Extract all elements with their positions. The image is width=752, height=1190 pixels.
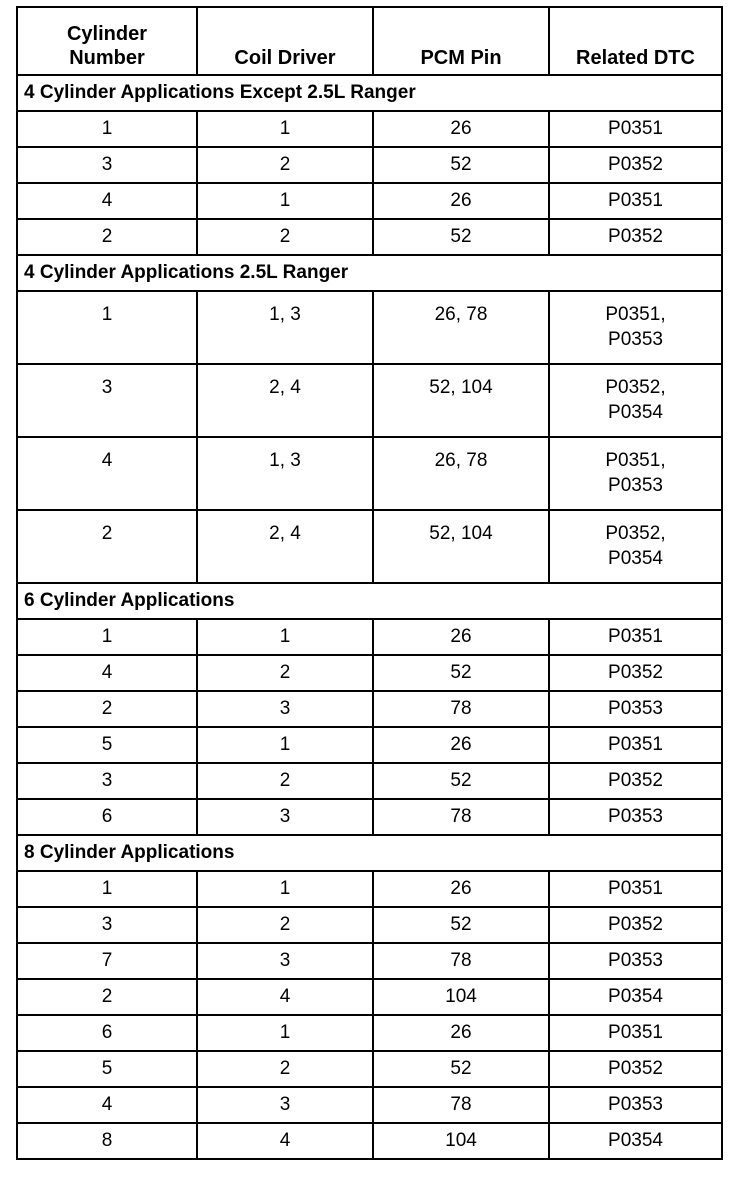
cell-coil: 1 [197, 619, 373, 655]
cell-cylinder: 1 [17, 111, 197, 147]
cell-cylinder: 2 [17, 219, 197, 255]
table-row [17, 907, 722, 943]
cell-cylinder: 2 [17, 510, 197, 583]
cell-cylinder: 7 [17, 943, 197, 979]
cell-coil: 1, 3 [197, 291, 373, 364]
cell-dtc-line: P0354 [608, 548, 663, 569]
cell-coil: 2 [197, 655, 373, 691]
cell-dtc-line: P0352, [605, 377, 666, 398]
cell-cylinder: 6 [17, 799, 197, 835]
table-row [17, 979, 722, 1015]
table-row [17, 691, 722, 727]
cell-dtc [549, 510, 722, 583]
cell-coil: 3 [197, 943, 373, 979]
cell-pin: 52 [373, 763, 549, 799]
cell-pin: 26 [373, 1015, 549, 1051]
cell-pin: 26 [373, 727, 549, 763]
section-header-row [17, 835, 722, 871]
section-title: 4 Cylinder Applications 2.5L Ranger [17, 255, 722, 291]
table-row [17, 219, 722, 255]
cell-cylinder: 3 [17, 763, 197, 799]
table-row [17, 364, 722, 437]
section-header-row [17, 255, 722, 291]
cell-cylinder: 5 [17, 727, 197, 763]
cell-coil: 2 [197, 1051, 373, 1087]
cell-pin: 52 [373, 1051, 549, 1087]
cell-cylinder: 3 [17, 364, 197, 437]
cell-coil: 2, 4 [197, 364, 373, 437]
cell-coil: 2 [197, 147, 373, 183]
cell-dtc [549, 364, 722, 437]
cell-cylinder: 3 [17, 147, 197, 183]
cell-coil: 1 [197, 1015, 373, 1051]
header-cylinder-number [17, 7, 197, 75]
cell-pin: 52 [373, 655, 549, 691]
table-row [17, 799, 722, 835]
cell-dtc-line: P0353 [608, 329, 663, 350]
table-row [17, 147, 722, 183]
section-title: 4 Cylinder Applications Except 2.5L Ranger [17, 75, 722, 111]
cell-coil: 1 [197, 871, 373, 907]
cell-dtc: P0351 [549, 871, 722, 907]
cell-dtc [549, 437, 722, 510]
cell-cylinder: 1 [17, 619, 197, 655]
header-cylinder-line-1: Cylinder [66, 23, 148, 45]
header-coil-driver: Coil Driver [197, 7, 373, 75]
cell-cylinder: 1 [17, 291, 197, 364]
table-row [17, 619, 722, 655]
header-row [17, 7, 722, 75]
cell-cylinder: 2 [17, 979, 197, 1015]
cell-pin: 26 [373, 111, 549, 147]
cell-cylinder: 5 [17, 1051, 197, 1087]
cell-pin: 26 [373, 871, 549, 907]
cell-dtc-line: P0351, [605, 450, 666, 471]
cell-dtc: P0354 [549, 1123, 722, 1159]
cell-dtc-line: P0352, [605, 523, 666, 544]
cell-pin: 104 [373, 1123, 549, 1159]
cell-dtc: P0354 [549, 979, 722, 1015]
cell-coil: 2 [197, 219, 373, 255]
cell-pin: 26, 78 [373, 437, 549, 510]
cell-dtc: P0352 [549, 907, 722, 943]
cell-coil: 4 [197, 979, 373, 1015]
cell-dtc: P0352 [549, 655, 722, 691]
cell-dtc: P0351 [549, 183, 722, 219]
cell-dtc: P0351 [549, 727, 722, 763]
section-header-row [17, 75, 722, 111]
cell-dtc: P0351 [549, 619, 722, 655]
cell-dtc: P0353 [549, 799, 722, 835]
header-related-dtc: Related DTC [549, 7, 722, 75]
table-body [17, 75, 722, 1159]
cell-dtc [549, 291, 722, 364]
cell-coil: 4 [197, 1123, 373, 1159]
header-pcm-pin: PCM Pin [373, 7, 549, 75]
section-title: 6 Cylinder Applications [17, 583, 722, 619]
cell-dtc: P0353 [549, 1087, 722, 1123]
cell-pin: 52 [373, 907, 549, 943]
cell-cylinder: 4 [17, 183, 197, 219]
cell-coil: 1 [197, 183, 373, 219]
table-row [17, 1051, 722, 1087]
cell-pin: 26 [373, 619, 549, 655]
cell-dtc: P0351 [549, 111, 722, 147]
cell-coil: 3 [197, 1087, 373, 1123]
cell-pin: 78 [373, 691, 549, 727]
cell-pin: 104 [373, 979, 549, 1015]
cell-dtc: P0353 [549, 691, 722, 727]
table-row [17, 1087, 722, 1123]
cell-cylinder: 8 [17, 1123, 197, 1159]
table-row [17, 871, 722, 907]
section-title: 8 Cylinder Applications [17, 835, 722, 871]
cell-coil: 1 [197, 727, 373, 763]
cell-cylinder: 6 [17, 1015, 197, 1051]
cell-coil: 3 [197, 799, 373, 835]
cell-pin: 52, 104 [373, 364, 549, 437]
cell-cylinder: 4 [17, 1087, 197, 1123]
cell-dtc: P0352 [549, 763, 722, 799]
coil-driver-table [16, 6, 723, 1160]
cell-pin: 52 [373, 219, 549, 255]
cell-dtc-line: P0351, [605, 304, 666, 325]
cell-coil: 2, 4 [197, 510, 373, 583]
table-row [17, 763, 722, 799]
cell-dtc-line: P0354 [608, 402, 663, 423]
section-header-row [17, 583, 722, 619]
cell-cylinder: 2 [17, 691, 197, 727]
cell-coil: 1, 3 [197, 437, 373, 510]
cell-coil: 1 [197, 111, 373, 147]
cell-dtc: P0352 [549, 147, 722, 183]
cell-dtc: P0351 [549, 1015, 722, 1051]
table-row [17, 111, 722, 147]
table-row [17, 183, 722, 219]
table-row [17, 510, 722, 583]
cell-dtc: P0353 [549, 943, 722, 979]
cell-coil: 3 [197, 691, 373, 727]
coil-driver-table-wrapper [16, 6, 721, 1160]
cell-cylinder: 1 [17, 871, 197, 907]
table-row [17, 727, 722, 763]
cell-pin: 78 [373, 943, 549, 979]
cell-pin: 52, 104 [373, 510, 549, 583]
cell-cylinder: 3 [17, 907, 197, 943]
table-row [17, 291, 722, 364]
table-row [17, 1123, 722, 1159]
cell-cylinder: 4 [17, 437, 197, 510]
cell-coil: 2 [197, 763, 373, 799]
cell-pin: 26 [373, 183, 549, 219]
table-row [17, 1015, 722, 1051]
table-row [17, 437, 722, 510]
table-row [17, 943, 722, 979]
cell-pin: 78 [373, 1087, 549, 1123]
cell-cylinder: 4 [17, 655, 197, 691]
header-cylinder-line-2: Number [69, 47, 145, 69]
cell-pin: 78 [373, 799, 549, 835]
cell-pin: 26, 78 [373, 291, 549, 364]
cell-coil: 2 [197, 907, 373, 943]
cell-pin: 52 [373, 147, 549, 183]
cell-dtc-line: P0353 [608, 475, 663, 496]
table-row [17, 655, 722, 691]
cell-dtc: P0352 [549, 1051, 722, 1087]
cell-dtc: P0352 [549, 219, 722, 255]
